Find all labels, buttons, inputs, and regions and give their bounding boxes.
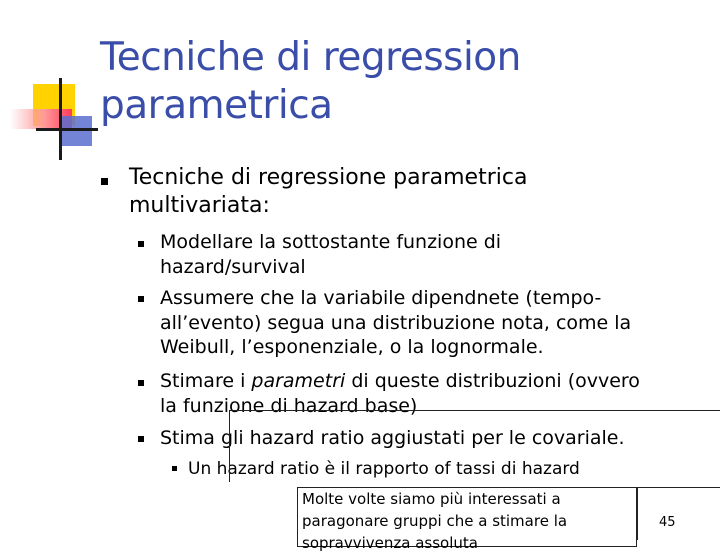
sub-bullet-1 <box>160 230 700 279</box>
sub-bullet-2-line-3: Weibull, l’esponenziale, o la lognormale. <box>160 336 544 358</box>
callout-line-1: Molte volte siamo più interessati a <box>302 490 561 508</box>
bullet-marker <box>101 178 108 185</box>
page-number-frame <box>637 487 720 540</box>
sub-bullet-3-italic: parametri <box>251 370 346 392</box>
main-bullet-line-2: multivariata: <box>129 193 270 218</box>
slide-title-line-1: Tecniche di regression <box>100 35 521 80</box>
sub-bullet-1-line-1: Modellare la sottostante funzione di <box>160 231 502 253</box>
sub-bullet-2 <box>160 286 700 360</box>
sub-bullet-2-line-2: all’evento) segua una distribuzione nota, come la <box>160 311 632 334</box>
sub-bullet-3-line-2: la funzione di hazard base) <box>160 394 418 417</box>
sub-sub-bullet: Un hazard ratio è il rapporto of tassi di hazard <box>188 459 580 479</box>
decorative-horizontal-line <box>36 128 98 131</box>
bullet-marker <box>138 241 144 247</box>
sub-bullet-2-line-1: Assumere che la variabile dipendnete (tempo- <box>160 287 602 309</box>
callout-box <box>297 487 637 552</box>
sub-bullet-3-text-after: di queste distribuzioni (ovvero <box>345 370 640 392</box>
sub-bullet-1-line-2: hazard/survival <box>160 255 306 278</box>
page-number: 45 <box>659 515 676 530</box>
overlay-frame <box>229 410 720 482</box>
callout-text <box>302 488 632 554</box>
slide-title-line-2: parametrica <box>100 83 333 128</box>
bullet-marker <box>138 296 144 302</box>
main-bullet-text <box>129 164 599 220</box>
sub-bullet-3-text-before: Stimare i <box>160 370 252 392</box>
bullet-marker <box>138 436 144 442</box>
sub-bullet-4-line-1: Stima gli hazard ratio aggiustati per le covariale. <box>160 427 625 449</box>
decorative-blue-square <box>60 116 92 146</box>
main-bullet-line-1: Tecniche di regressione parametrica <box>129 165 528 190</box>
decorative-vertical-line <box>59 78 62 160</box>
callout-line-3: sopravvivenza assoluta <box>302 534 478 552</box>
bullet-marker <box>172 466 177 471</box>
callout-line-2: paragonare gruppi che a stimare la <box>302 512 568 530</box>
bullet-marker <box>138 380 144 386</box>
slide-title <box>100 34 700 130</box>
sub-bullet-3-line-1 <box>160 369 700 394</box>
